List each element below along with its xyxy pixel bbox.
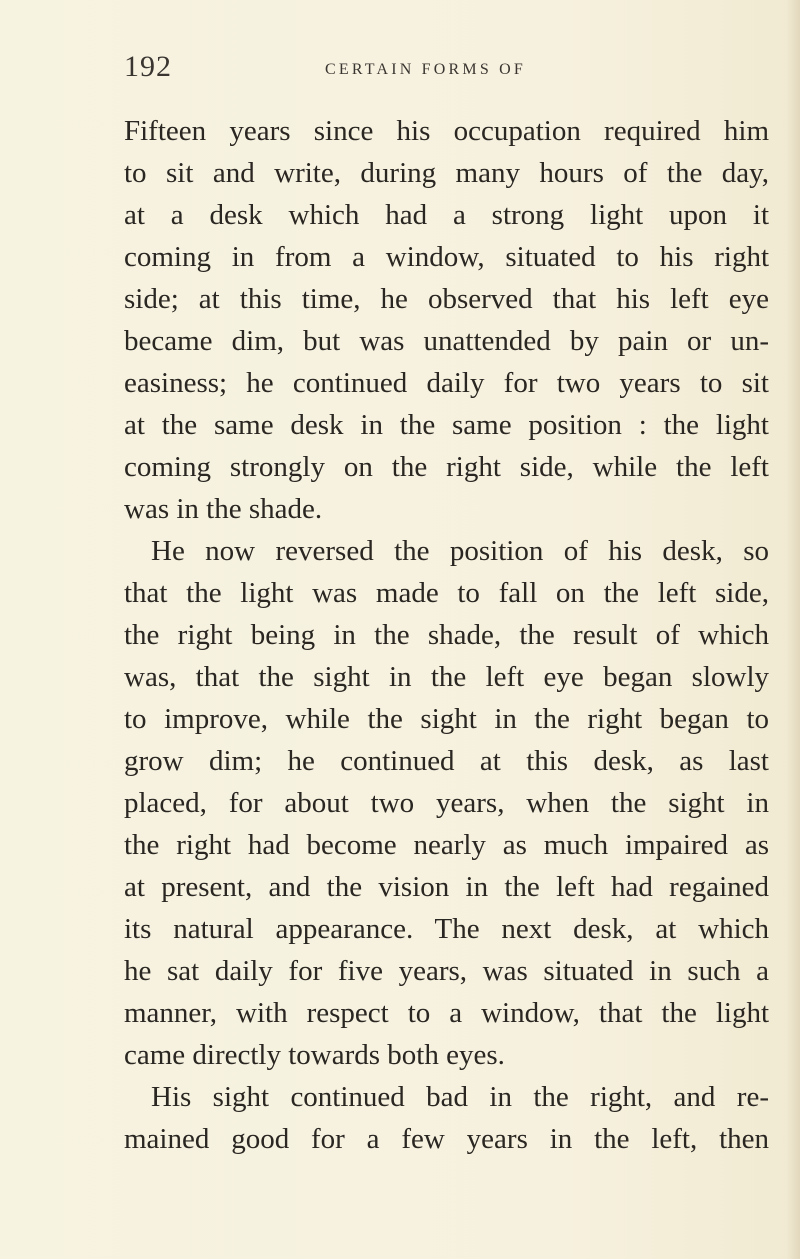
text-line: to improve, while the sight in the right began to <box>124 703 769 735</box>
text-line: side; at this time, he observed that his left eye <box>124 283 769 315</box>
text-line: at the same desk in the same position : the light <box>124 409 769 441</box>
text-line: placed, for about two years, when the sight in <box>124 787 769 819</box>
text-line: the right had become nearly as much impaired as <box>124 829 769 861</box>
text-line: at a desk which had a strong light upon it <box>124 199 769 231</box>
text-line: grow dim; he continued at this desk, as last <box>124 745 769 777</box>
paragraph <box>124 110 769 530</box>
text-line: coming strongly on the right side, while the left <box>124 451 769 483</box>
text-line: easiness; he continued daily for two years to sit <box>124 367 769 399</box>
page-header <box>0 50 800 90</box>
text-line: Fifteen years since his occupation required him <box>124 115 769 147</box>
text-line: was in the shade. <box>124 493 323 525</box>
body-text <box>124 110 769 1160</box>
text-line: that the light was made to fall on the left side, <box>124 577 769 609</box>
text-line: came directly towards both eyes. <box>124 1039 505 1071</box>
paragraph <box>124 530 769 1076</box>
text-line: mained good for a few years in the left, then <box>124 1123 769 1155</box>
paragraph <box>124 1076 769 1160</box>
text-line: he sat daily for five years, was situated in such a <box>124 955 769 987</box>
text-line: was, that the sight in the left eye began slowly <box>124 661 769 693</box>
text-line: coming in from a window, situated to his right <box>124 241 769 273</box>
text-line: manner, with respect to a window, that the light <box>124 997 769 1029</box>
text-line: His sight continued bad in the right, and re- <box>151 1081 769 1113</box>
page-edge-shadow <box>786 0 800 1259</box>
text-line: He now reversed the position of his desk, so <box>151 535 769 567</box>
text-line: its natural appearance. The next desk, at which <box>124 913 769 945</box>
text-line: at present, and the vision in the left had regained <box>124 871 769 903</box>
page-number: 192 <box>124 50 172 83</box>
text-line: the right being in the shade, the result of which <box>124 619 769 651</box>
text-line: became dim, but was unattended by pain or un- <box>124 325 769 357</box>
text-line: to sit and write, during many hours of the day, <box>124 157 769 189</box>
running-head: CERTAIN FORMS OF <box>325 61 526 78</box>
